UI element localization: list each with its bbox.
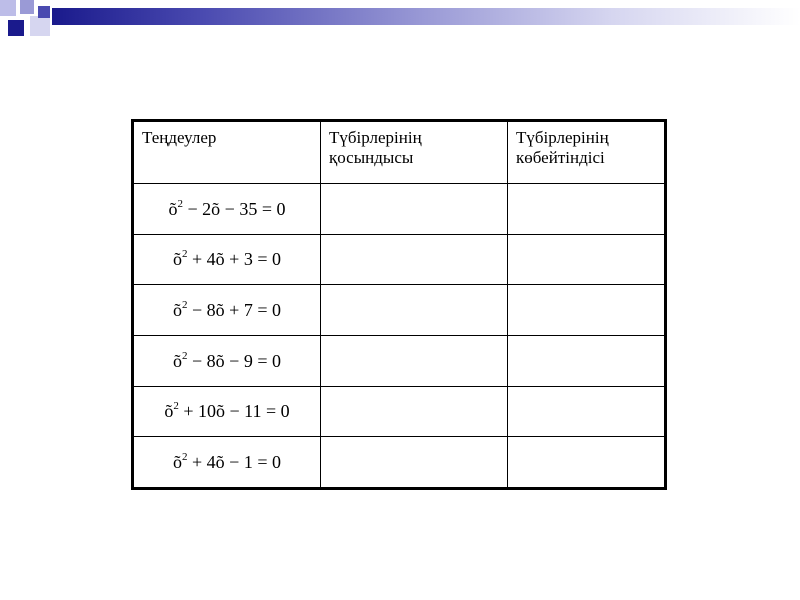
eq-rest: + 4õ + 3 = 0: [187, 249, 281, 270]
decor-square: [8, 20, 24, 36]
eq-exponent: 2: [182, 451, 188, 464]
product-cell[interactable]: [508, 335, 665, 386]
decor-square: [20, 0, 34, 14]
eq-exponent: 2: [182, 248, 188, 261]
eq-base: õ: [173, 452, 183, 473]
sum-cell[interactable]: [321, 386, 508, 437]
table-row: [134, 234, 665, 285]
equation-cell: [134, 386, 321, 437]
table-row: [134, 386, 665, 437]
eq-exponent: 2: [182, 299, 188, 312]
product-cell[interactable]: [508, 234, 665, 285]
eq-rest: − 8õ − 9 = 0: [187, 350, 281, 371]
table-row: [134, 184, 665, 235]
table-header-row: [134, 122, 665, 184]
eq-exponent: 2: [182, 349, 188, 362]
product-cell[interactable]: [508, 184, 665, 235]
sum-cell[interactable]: [321, 437, 508, 488]
eq-rest: + 10õ − 11 = 0: [178, 401, 290, 422]
eq-exponent: 2: [177, 197, 184, 210]
eq-base: õ: [173, 300, 183, 321]
product-cell[interactable]: [508, 386, 665, 437]
eq-base: õ: [164, 401, 174, 422]
title-bar-gradient: [52, 8, 800, 25]
eq-rest: − 2õ − 35 = 0: [183, 198, 286, 219]
equation-cell: [134, 234, 321, 285]
header-product-of-roots: Түбірлерінің көбейтіндісі: [508, 122, 665, 184]
sum-cell[interactable]: [321, 184, 508, 235]
equation-cell: [134, 335, 321, 386]
eq-exponent: 2: [173, 400, 179, 413]
equation-cell: [134, 437, 321, 488]
decor-square: [0, 0, 16, 16]
eq-base: õ: [173, 350, 183, 371]
eq-rest: + 4õ − 1 = 0: [187, 452, 281, 473]
equations-table: [131, 119, 667, 490]
header-sum-of-roots: Түбірлерінің қосындысы: [321, 122, 508, 184]
equation-cell: [134, 285, 321, 336]
decor-square: [30, 16, 50, 36]
eq-base: õ: [168, 198, 178, 219]
table-row: [134, 437, 665, 488]
sum-cell[interactable]: [321, 234, 508, 285]
product-cell[interactable]: [508, 285, 665, 336]
header-equations: Теңдеулер: [134, 122, 321, 184]
table-row: [134, 335, 665, 386]
sum-cell[interactable]: [321, 285, 508, 336]
eq-base: õ: [173, 249, 183, 270]
sum-cell[interactable]: [321, 335, 508, 386]
eq-rest: − 8õ + 7 = 0: [187, 300, 281, 321]
equation-cell: [134, 184, 321, 235]
table-row: [134, 285, 665, 336]
decor-square: [38, 6, 50, 18]
product-cell[interactable]: [508, 437, 665, 488]
